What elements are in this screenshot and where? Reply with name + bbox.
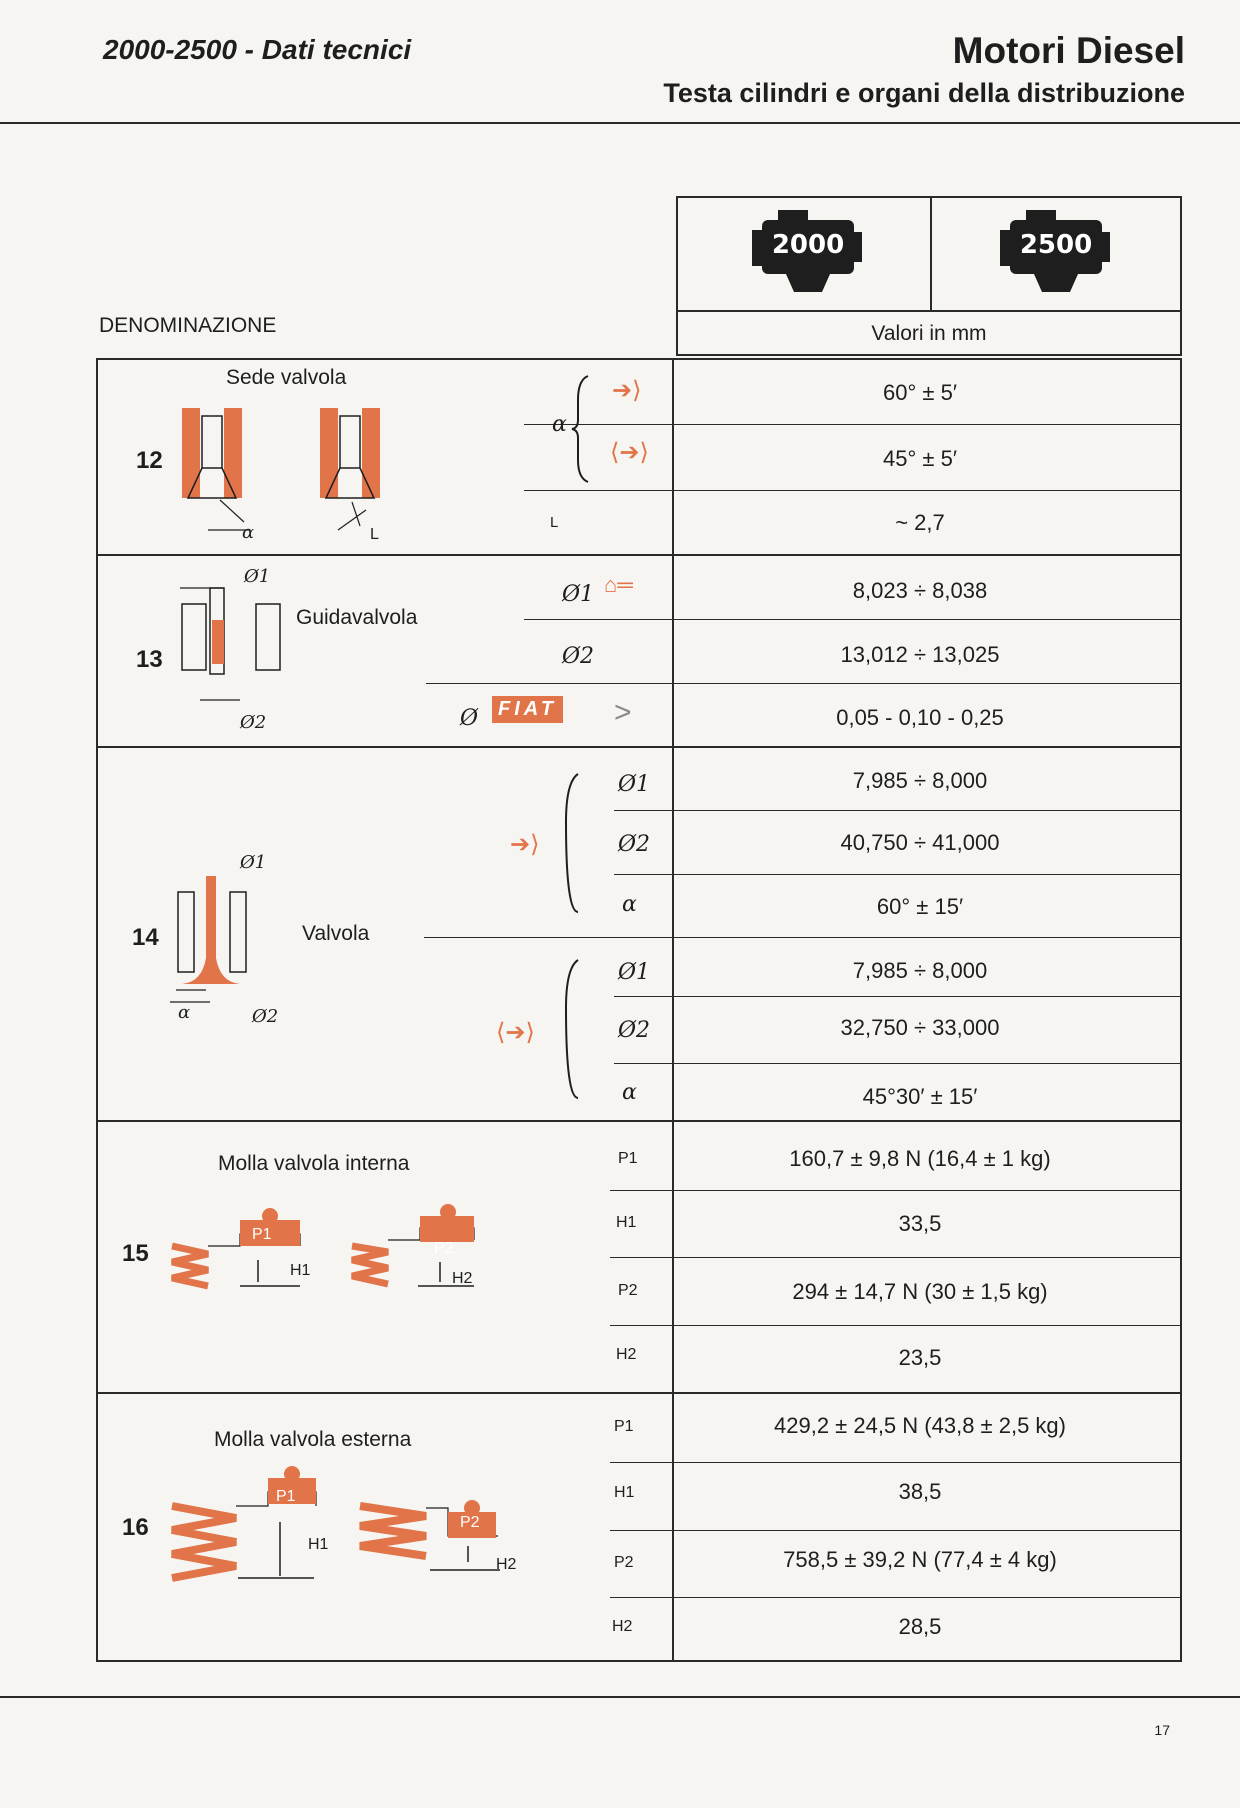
valve-guide-illustration (180, 568, 290, 708)
exhaust-icon: ⟨➔⟩ (610, 439, 649, 466)
row-12-alpha-diagram: α (242, 522, 255, 543)
row-12-brace (572, 374, 592, 484)
row-13-d-symbol: Ø (460, 706, 479, 731)
row-14-d2-diagram: Ø2 (252, 1006, 279, 1027)
row-12-value-1: 60° ± 5′ (883, 380, 957, 405)
intake-icon: ➔⟩ (510, 831, 540, 858)
row-16-symbol-1: P1 (614, 1418, 634, 1435)
engine-2500-label: 2500 (1019, 230, 1093, 260)
row-16-number: 16 (122, 1514, 149, 1541)
row-13-d2-symbol: Ø2 (562, 644, 595, 669)
fiat-logo: FIAT (492, 696, 563, 723)
row-16-h2-diagram: H2 (496, 1556, 517, 1573)
row-16-value-1: 429,2 ± 24,5 N (43,8 ± 2,5 kg) (774, 1413, 1066, 1438)
row-13-value-1: 8,023 ÷ 8,038 (852, 578, 988, 603)
row-12-label: Sede valvola (226, 366, 347, 389)
row-16-symbol-4: H2 (612, 1618, 633, 1635)
page-subtitle: Testa cilindri e organi della distribuzione (663, 78, 1185, 108)
row-14-value-3: 60° ± 15′ (876, 894, 964, 919)
row-15-label: Molla valvola interna (218, 1152, 410, 1175)
row-16-symbol-2: H1 (614, 1484, 635, 1501)
row-16-value-4: 28,5 (898, 1614, 942, 1639)
outer-spring-illustration (168, 1466, 548, 1596)
engine-2500-icon (1000, 208, 1112, 298)
row-15-p1-diagram: P1 (252, 1226, 272, 1243)
row-13-number: 13 (136, 646, 163, 673)
row-16-label: Molla valvola esterna (214, 1428, 412, 1451)
row-12-value-3: ~ 2,7 (895, 510, 945, 535)
row-16-p2-diagram: P2 (460, 1514, 480, 1531)
row-14-label: Valvola (302, 922, 370, 945)
row-14-d1-diagram: Ø1 (240, 852, 267, 873)
row-12-value-2: 45° ± 5′ (883, 446, 957, 471)
row-13-d1-diagram: Ø1 (244, 566, 271, 587)
row-14-value-5: 32,750 ÷ 33,000 (840, 1015, 1000, 1040)
row-13-d2-diagram: Ø2 (240, 712, 267, 733)
valve-illustration (170, 862, 270, 1012)
row-14-symbol-1: Ø1 (618, 772, 651, 797)
row-14-value-4: 7,985 ÷ 8,000 (852, 958, 988, 983)
engine-2000-label: 2000 (771, 230, 845, 260)
row-12-alpha-symbol: α (552, 412, 567, 437)
row-15-value-1: 160,7 ± 9,8 N (16,4 ± 1 kg) (789, 1146, 1051, 1171)
row-13-oversize-symbol: > (614, 696, 632, 729)
row-16-h1-diagram: H1 (308, 1536, 329, 1553)
guide-icon: ⌂═ (604, 572, 633, 597)
denomination-label: DENOMINAZIONE (99, 314, 277, 337)
row-15-p2-diagram: P2 (434, 1240, 454, 1257)
row-14-value-2: 40,750 ÷ 41,000 (840, 830, 1000, 855)
row-14-value-6: 45°30′ ± 15′ (862, 1084, 978, 1109)
valve-seat-illustration (180, 402, 480, 542)
row-15-symbol-3: P2 (618, 1282, 638, 1299)
inner-spring-illustration (168, 1206, 508, 1306)
page-title: Motori Diesel (952, 30, 1185, 71)
footer-rule (0, 1696, 1240, 1698)
header-rule (0, 122, 1240, 124)
row-14-symbol-2: Ø2 (618, 832, 651, 857)
engine-2000-icon (752, 208, 864, 298)
row-13-label: Guidavalvola (296, 606, 418, 629)
row-15-h1-diagram: H1 (290, 1262, 311, 1279)
row-14-exhaust-brace (562, 958, 582, 1098)
row-16-p1-diagram: P1 (276, 1488, 296, 1505)
row-14-symbol-5: Ø2 (618, 1018, 651, 1043)
row-15-symbol-4: H2 (616, 1346, 637, 1363)
row-15-value-2: 33,5 (898, 1211, 942, 1236)
row-14-value-1: 7,985 ÷ 8,000 (852, 768, 988, 793)
exhaust-icon: ⟨➔⟩ (496, 1019, 535, 1046)
row-12-l-diagram: L (370, 526, 379, 543)
row-13-d1-symbol: Ø1 (562, 582, 595, 607)
row-13-value-3: 0,05 - 0,10 - 0,25 (836, 705, 1004, 730)
row-15-symbol-1: P1 (618, 1150, 638, 1167)
row-14-symbol-3: α (622, 892, 637, 917)
row-14-number: 14 (132, 924, 159, 951)
row-14-alpha-diagram: α (178, 1002, 191, 1023)
units-label: Valori in mm (871, 322, 987, 345)
row-12-l-symbol: L (550, 514, 559, 531)
row-14-symbol-4: Ø1 (618, 960, 651, 985)
page-number: 17 (1154, 1722, 1170, 1738)
intake-icon: ➔⟩ (612, 377, 642, 404)
row-16-value-2: 38,5 (898, 1479, 942, 1504)
row-15-symbol-2: H1 (616, 1214, 637, 1231)
row-15-value-3: 294 ± 14,7 N (30 ± 1,5 kg) (792, 1279, 1048, 1304)
row-14-symbol-6: α (622, 1080, 637, 1105)
row-16-symbol-3: P2 (614, 1554, 634, 1571)
row-12-number: 12 (136, 447, 163, 474)
row-15-value-4: 23,5 (898, 1345, 942, 1370)
row-15-h2-diagram: H2 (452, 1270, 473, 1287)
row-13-value-2: 13,012 ÷ 13,025 (840, 642, 1000, 667)
header-left-title: 2000-2500 - Dati tecnici (103, 34, 412, 65)
row-15-number: 15 (122, 1240, 149, 1267)
row-14-intake-brace (562, 772, 582, 912)
row-16-value-3: 758,5 ± 39,2 N (77,4 ± 4 kg) (783, 1547, 1057, 1572)
